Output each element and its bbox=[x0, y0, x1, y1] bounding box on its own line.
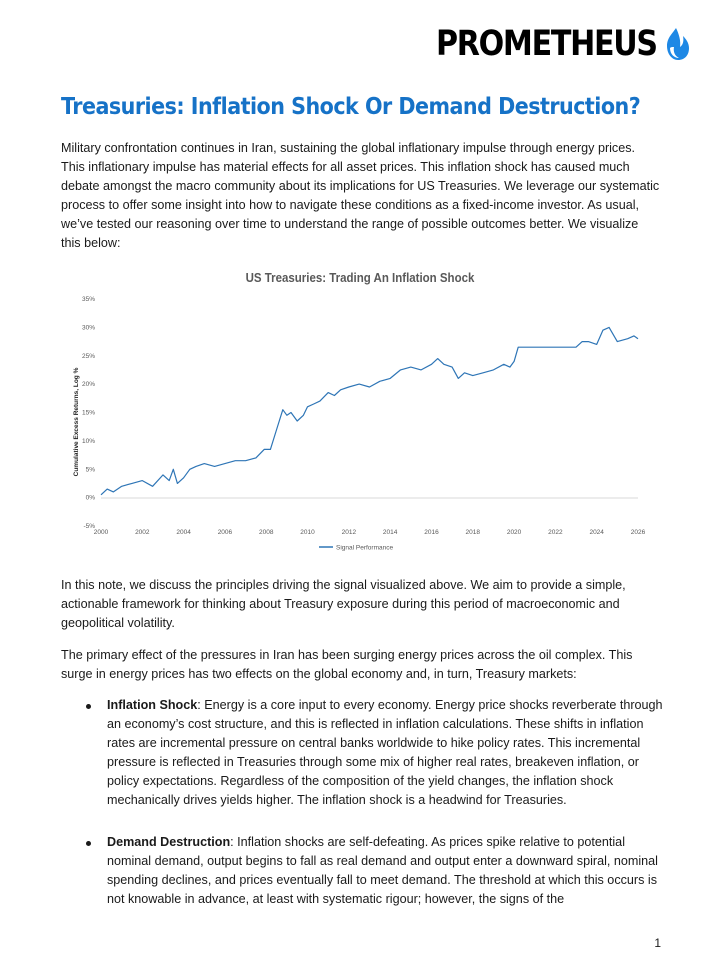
bullet-icon bbox=[86, 841, 91, 846]
bullet-icon bbox=[86, 704, 91, 709]
y-tick-label: 0% bbox=[85, 494, 95, 502]
list-item-inflation-shock bbox=[86, 696, 668, 810]
x-tick-label: 2010 bbox=[300, 529, 315, 536]
list-item-body: : Inflation shocks are self-defeating. As prices spike relative to potential nominal demand, output begins to fall as real demand and output enter a downward spiral, nominal spending declines, and prices eventually fall to meet demand. The threshold at which this occurs is not knowable in advance, at least with systematic rigour; however, the signs of the bbox=[107, 835, 658, 906]
x-tick-label: 2022 bbox=[548, 529, 563, 536]
brand-name: PROMETHEUS bbox=[436, 23, 657, 64]
y-tick-label: 5% bbox=[85, 466, 95, 474]
x-tick-label: 2006 bbox=[217, 529, 233, 536]
effects-paragraph: The primary effect of the pressures in Iran has been surging energy prices across the oil complex. This surge in energy prices has two effects on the global economy and, in turn, Treasury markets: bbox=[61, 648, 633, 681]
page-title: Treasuries: Inflation Shock Or Demand Destruction? bbox=[61, 92, 641, 120]
x-tick-label: 2002 bbox=[135, 529, 150, 536]
x-tick-label: 2020 bbox=[506, 529, 522, 536]
y-tick-label: 15% bbox=[81, 409, 95, 417]
intro-paragraph: Military confrontation continues in Iran, sustaining the global inflationary impulse through energy prices. This inflationary impulse has material effects for all asset prices. This inflation shock has caused much debate amongst the macro community about its implications for US Treasuries. We leverage our systematic process to offer some insight into how to navigate these conditions as a fixed-income investor. As usual, we’ve tested our reasoning over time to understand the range of possible outcomes better. We visualize this below: bbox=[61, 141, 660, 250]
series-line-signal-performance bbox=[101, 327, 638, 494]
x-tick-label: 2024 bbox=[589, 529, 604, 536]
y-tick-label: -5% bbox=[83, 523, 95, 530]
y-tick-label: 20% bbox=[81, 381, 95, 389]
x-tick-label: 2008 bbox=[258, 529, 274, 536]
y-tick-label: 25% bbox=[81, 352, 95, 360]
list-item-body: : Energy is a core input to every economy. Energy price shocks reverberate through an economy’s cost structure, and this is reflected in inflation calculations. These shifts in inflation rates are incremental pressure on central banks worldwide to hike policy rates. This incremental pressure is reflected in Treasuries through some mix of higher real rates, breakeven inflation, or policy expectations. Regardless of the composition of the yield changes, the inflation shock mechanically drives yields higher. The inflation shock is a headwind for Treasuries. bbox=[107, 698, 663, 807]
x-tick-label: 2014 bbox=[382, 529, 398, 536]
list-item-text bbox=[107, 833, 668, 909]
x-tick-label: 2018 bbox=[465, 529, 481, 536]
x-tick-label: 2000 bbox=[93, 529, 109, 536]
x-axis-ticks bbox=[94, 529, 646, 536]
flame-icon bbox=[661, 26, 691, 62]
page-number: 1 bbox=[654, 936, 661, 950]
list-item-term: Inflation Shock bbox=[107, 698, 198, 712]
y-tick-label: 30% bbox=[81, 324, 95, 332]
x-tick-label: 2026 bbox=[630, 529, 646, 536]
legend-label: Signal Performance bbox=[336, 544, 394, 552]
list-item-demand-destruction bbox=[86, 833, 668, 909]
list-item-term: Demand Destruction bbox=[107, 835, 231, 849]
x-tick-label: 2016 bbox=[424, 529, 439, 536]
y-axis-ticks bbox=[82, 296, 95, 530]
y-axis-label: Cumulative Excess Returns, Log % bbox=[73, 367, 80, 477]
discussion-paragraph: In this note, we discuss the principles driving the signal visualized above. We aim to provide a simple, actionable framework for thinking about Treasury exposure during this period of macroeconomic and geopolitical volatility. bbox=[61, 578, 626, 630]
brand-logo bbox=[400, 23, 691, 64]
x-tick-label: 2012 bbox=[341, 529, 357, 536]
chart-legend bbox=[319, 545, 393, 552]
performance-chart bbox=[61, 262, 659, 557]
y-tick-label: 35% bbox=[81, 296, 95, 303]
y-tick-label: 10% bbox=[81, 437, 95, 445]
list-item-text bbox=[107, 696, 668, 810]
x-tick-label: 2004 bbox=[176, 529, 191, 536]
chart-title: US Treasuries: Trading An Inflation Shock bbox=[245, 270, 475, 286]
